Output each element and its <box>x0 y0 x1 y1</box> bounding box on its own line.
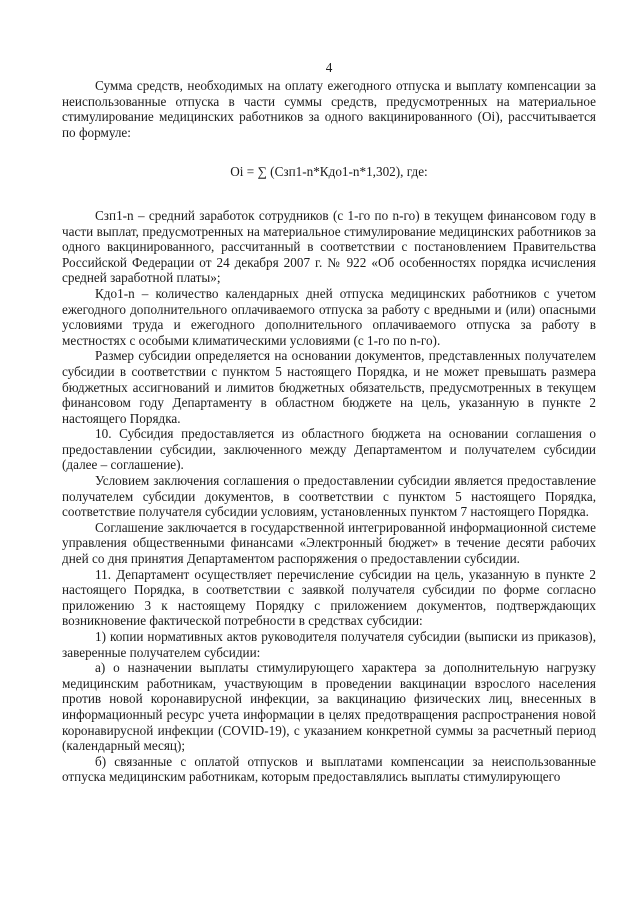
paragraph-subitem-b: б) связанные с оплатой отпусков и выплатами компенсации за неиспользованные отпуска медицинским работникам, которым предоставлялись выплаты стимулирующего <box>62 753 596 785</box>
paragraph-agreement-condition: Условием заключения соглашения о предоставлении субсидии является предоставление получателем субсидии документов, в соответствии с пунктом 5 настоящего Порядка, соответствие получателя субсидии условиям, установленных пунктом 7 настоящего Порядка. <box>62 473 596 520</box>
page-number: 4 <box>325 60 333 75</box>
paragraph-subitem-a: а) о назначении выплаты стимулирующего характера за дополнительную нагрузку медицинским работникам, участвующим в проведении вакцинации взрослого населения против новой коронавирусной инфекции, за вакцинацию физических лиц, внесенных в информационный ресурс учета информации в целях предотвращения распространения новой коронавирусной инфекции (COVID-19), с указанием конкретной суммы за расчетный период (календарный месяц); <box>62 660 596 754</box>
paragraph-subitem-1: 1) копии нормативных актов руководителя получателя субсидии (выписки из приказов), заверенные получателем субсидии: <box>62 629 596 660</box>
paragraph-subsidy-size: Размер субсидии определяется на основании документов, представленных получателем субсидии в соответствии с пунктом 5 настоящего Порядка, и не может превышать размера бюджетных ассигнований и лимитов бюджетных обязательств, предусмотренных в текущем финансовом году Департаменту в областном бюджете на цель, указанную в пункте 2 настоящего Порядка. <box>62 348 596 426</box>
paragraph-szp-definition: Сзп1-n – средний заработок сотрудников (с 1-го по n-го) в текущем финансовом году в части выплат, предусмотренных на материальное стимулирование медицинских работников за одного вакцинированного, рассчитанный в соответствии с постановлением Правительства Российской Федерации от 24 декабря 2007 г. № 922 «Об особенностях порядка исчисления средней заработной платы»; <box>62 207 596 286</box>
paragraph-kdo-definition: Кдо1-n – количество календарных дней отпуска медицинских работников с учетом ежегодного дополнительного оплачиваемого отпуска за работу с вредными и (или) опасными условиями труда и ежегодного дополнительного оплачиваемого отпуска за работу в местностях с особыми климатическими условиями (с 1-го по n-го). <box>62 285 596 348</box>
paragraph-item-10: 10. Субсидия предоставляется из областного бюджета на основании соглашения о предоставлении субсидии, заключенного между Департаментом и получателем субсидии (далее – соглашение). <box>62 426 596 473</box>
paragraph-formula-intro: Сумма средств, необходимых на оплату ежегодного отпуска и выплату компенсации за неиспользованные отпуска в части суммы средств, предусмотренных на материальное стимулирование медицинских работников за одного вакцинированного (Oi), рассчитывается по формуле: <box>62 78 596 140</box>
formula: Oi = ∑ (Сзп1-n*Кдо1-n*1,302), где: <box>230 164 428 180</box>
paragraph-electronic-budget: Соглашение заключается в государственной интегрированной информационной системе управления общественными финансами «Электронный бюджет» в течение десяти рабочих дней со дня принятия Департаментом распоряжения о предоставлении субсидии. <box>62 519 596 567</box>
paragraph-item-11: 11. Департамент осуществляет перечисление субсидии на цель, указанную в пункте 2 настоящего Порядка, в соответствии с заявкой получателя субсидии по форме согласно приложению 3 к настоящему Порядку с приложением документов, подтверждающих возникновение фактической потребности в средствах субсидии: <box>62 566 596 629</box>
